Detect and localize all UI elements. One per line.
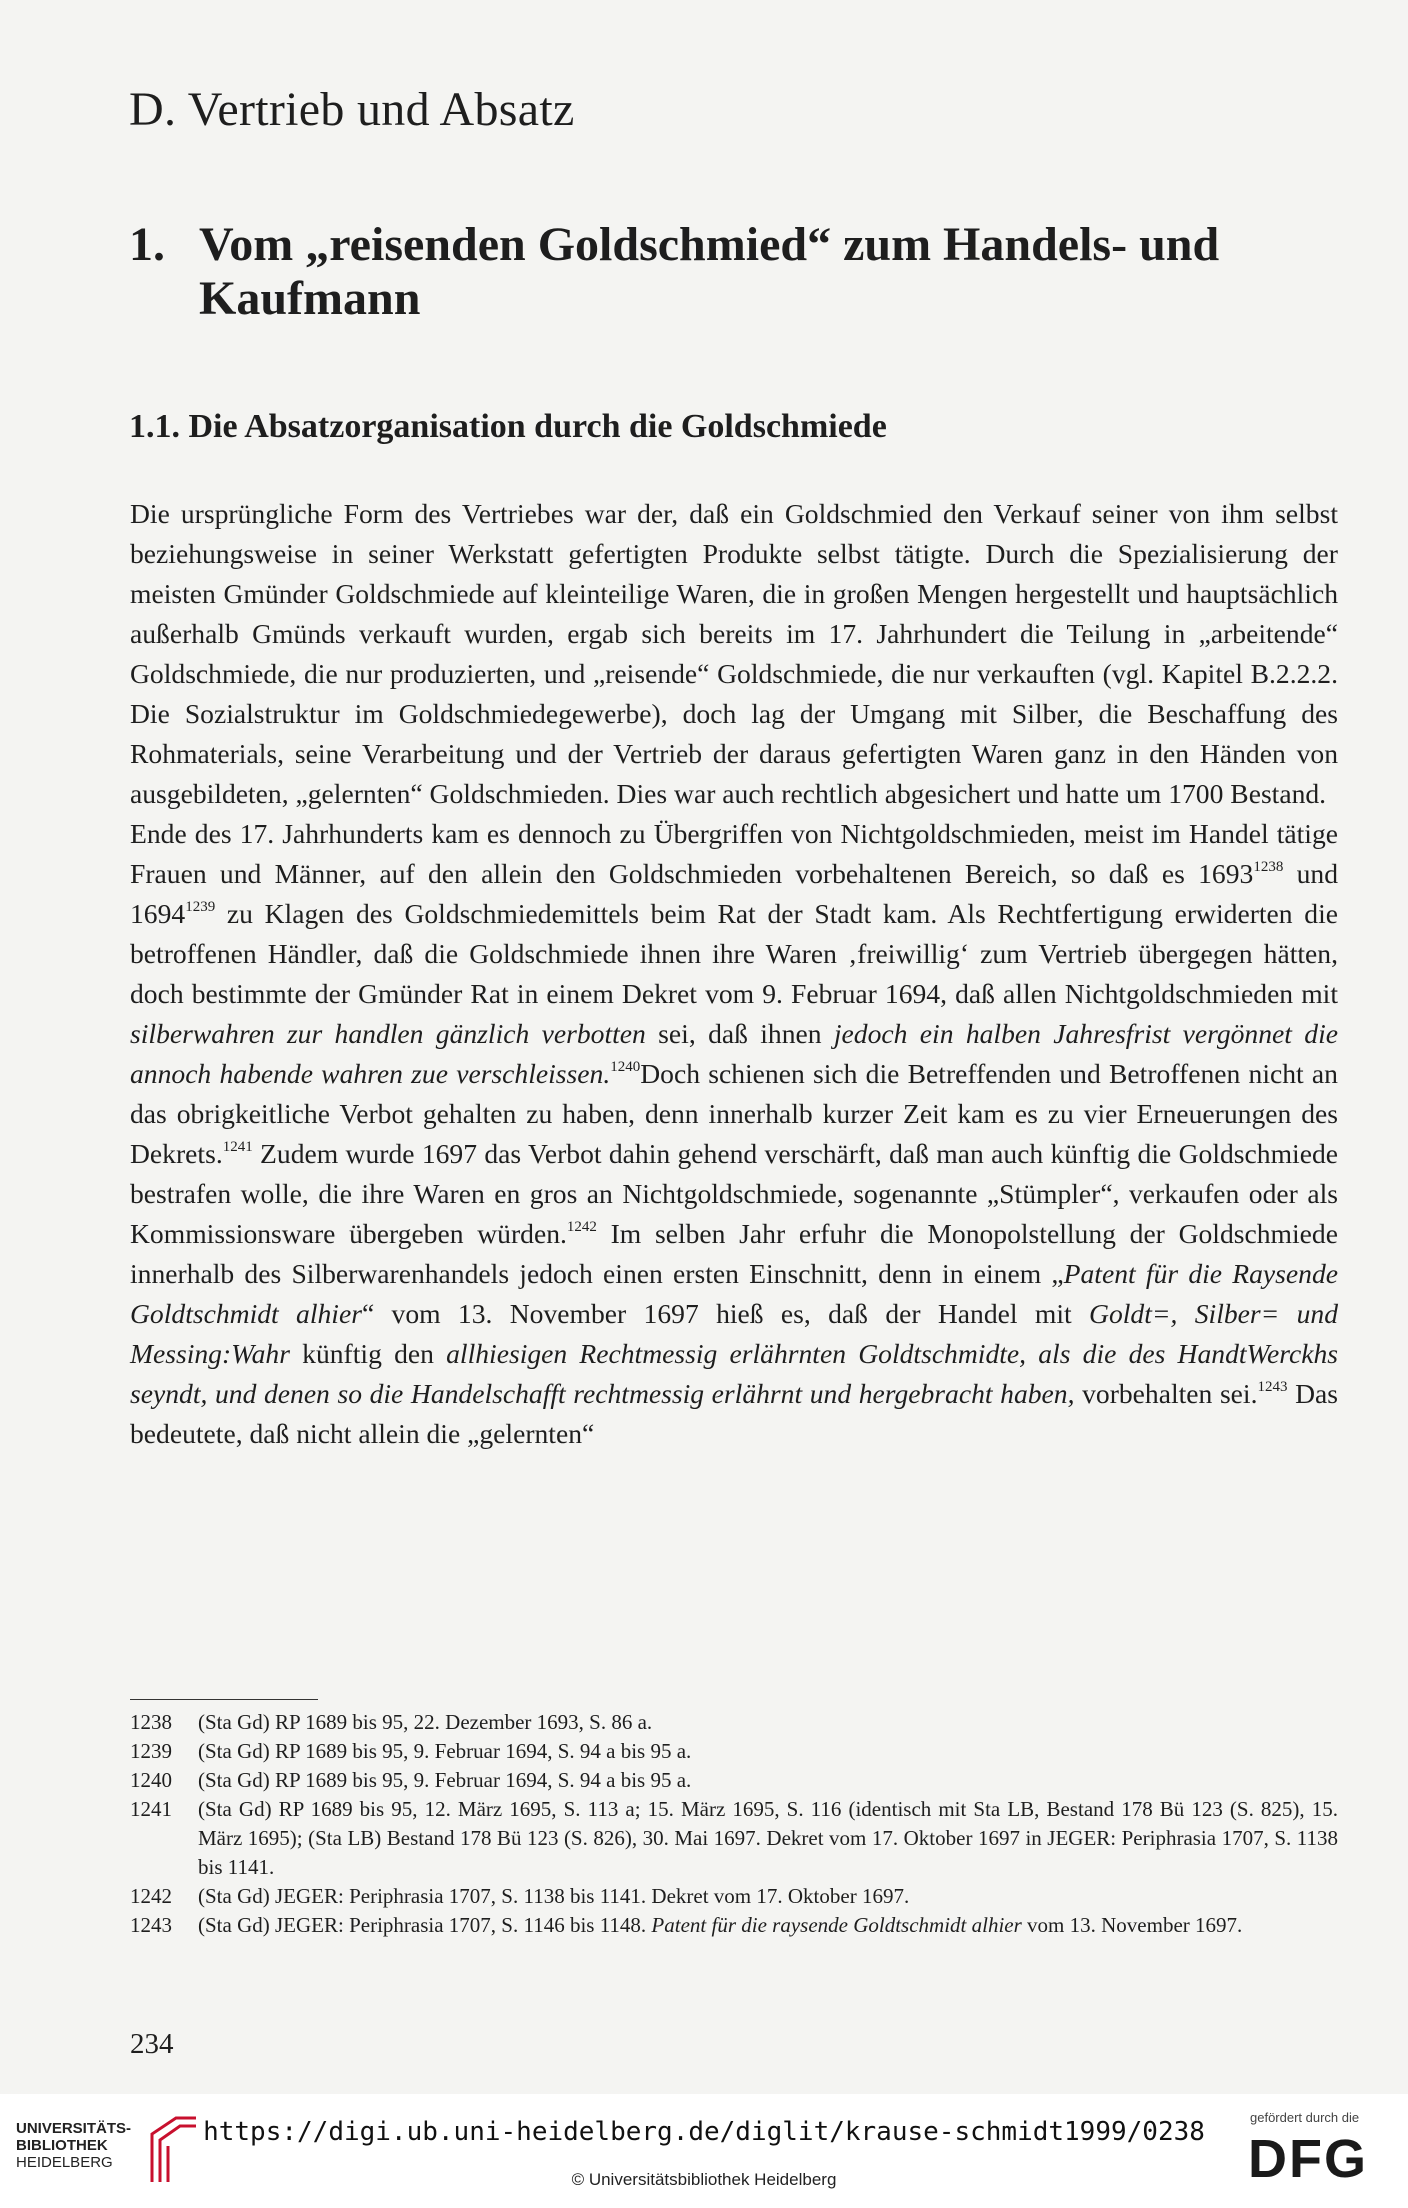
footnote-text: (Sta Gd) JEGER: Periphrasia 1707, S. 1146 bis 1148. Patent für die raysende Goldtschmidt alhier vom 13. November 1697.: [198, 1913, 1243, 1937]
footnote: [130, 1882, 1338, 1911]
chapter-heading: D. Vertrieb und Absatz: [129, 83, 575, 136]
footnote-ref-1238[interactable]: 1238: [1253, 859, 1284, 875]
subsection-heading: 1.1. Die Absatzorganisation durch die Goldschmiede: [129, 408, 887, 445]
quote-italic: silberwahren zur handlen gänzlich verbotten: [130, 1018, 646, 1049]
footnote: [130, 1911, 1338, 1940]
library-name-line3: HEIDELBERG: [16, 2154, 113, 2171]
quote-italic: jedoch ein halben Jahresfrist vergönnet die annoch habende wahren zue verschleissen.: [130, 1018, 1338, 1089]
footnote-number: 1243: [130, 1913, 172, 1937]
footnotes: [130, 1708, 1338, 1940]
footnote-text: (Sta Gd) JEGER: Periphrasia 1707, S. 1138 bis 1141. Dekret vom 17. Oktober 1697.: [198, 1884, 910, 1908]
body-text: [130, 494, 1338, 1454]
funding-note: gefördert durch die: [1250, 2110, 1360, 2125]
library-name-line2: BIBLIOTHEK: [16, 2137, 108, 2154]
quote-italic: Patent für die Raysende Goldtschmidt alhier: [130, 1258, 1338, 1329]
copyright-notice: © Universitätsbibliothek Heidelberg: [571, 2170, 837, 2189]
footnote-ref-1243[interactable]: 1243: [1257, 1379, 1288, 1395]
footnote-divider: [130, 1699, 318, 1700]
quote-italic: allhiesigen Rechtmessig erlährnten Goldtschmidte, als die des HandtWerckhs seyndt, und denen so die Handelschafft rechtmessig erlährnt und hergebracht haben,: [130, 1338, 1338, 1409]
footer-bar: [0, 2094, 1408, 2208]
paragraph-2: Ende des 17. Jahrhunderts kam es dennoch zu Übergriffen von Nichtgoldschmieden, meist im Handel tätige Frauen und Männer, auf den allein den Goldschmieden vorbehaltenen Bereich, so daß es $1693^{1238}$ und $1694^{1239}$ zu Klagen des Goldschmiedemittels beim Rat der Stadt kam. Als Rechtfertigung erwiderten die betroffenen Händler, daß die Goldschmiede ihnen ihre Waren ‚freiwillig‘ zum Vertrieb übergegen hätten, doch bestimmte der Gmünder Rat in einem Dekret vom 9. Februar 1694, daß allen Nichtgoldschmieden mit silberwahren zur handlen gänzlich verbotten sei, daß ihnen jedoch ein halben Jahresfrist vergönnet die annoch habende wahren zue verschleissen.$^{1240}$Doch schienen sich die Betreffenden und Betroffenen nicht an das obrigkeitliche Verbot gehalten zu haben, denn innerhalb kurzer Zeit kam es zu vier Erneuerungen des Dekrets.$^{1241}$ Zudem wurde 1697 das Verbot dahin gehend verschärft, daß man auch künftig die Goldschmiede bestrafen wolle, die ihre Waren en gros an Nichtgoldschmiede, sogenannte „Stümpler“, verkaufen oder als Kommissionsware übergeben würden.$^{1242}$ Im selben Jahr erfuhr die Monopolstellung der Goldschmiede innerhalb des Silberwarenhandels jedoch einen ersten Einschnitt, denn in einem „Patent für die Raysende Goldtschmidt alhier“ vom 13. November 1697 hieß es, daß der Handel mit Goldt=, Silber= und Messing:Wahr künftig den allhiesigen Rechtmessig erlährnten Goldtschmidte, als die des HandtWerckhs seyndt, und denen so die Handelschafft rechtmessig erlährnt und hergebracht haben, vorbehalten sei.$^{1243}$ Das bedeutete, daß nicht allein die „gelernten“: [130, 818, 1339, 1449]
footnote-number: 1239: [130, 1739, 172, 1763]
library-name-line1: UNIVERSITÄTS-: [16, 2120, 132, 2137]
footnote-text: (Sta Gd) RP 1689 bis 95, 22. Dezember 1693, S. 86 a.: [198, 1710, 653, 1734]
footnote-ref-1239[interactable]: 1239: [185, 899, 216, 915]
section-title: Vom „reisenden Goldschmied“ zum Handels- und Kaufmann: [199, 218, 1220, 325]
dfg-logo[interactable]: DFG: [1248, 2129, 1368, 2189]
page-number: 234: [130, 2028, 174, 2060]
section-number: 1.: [129, 218, 165, 271]
footnote: [130, 1737, 1338, 1766]
footnote-number: 1238: [130, 1710, 172, 1734]
source-url-link[interactable]: https://digi.ub.uni-heidelberg.de/diglit/krause-schmidt1999/0238: [203, 2117, 1205, 2147]
footnote-ref-1240[interactable]: 1240: [610, 1059, 641, 1075]
footnote-number: 1240: [130, 1768, 172, 1792]
footnote-text: (Sta Gd) RP 1689 bis 95, 9. Februar 1694, S. 94 a bis 95 a.: [198, 1739, 692, 1763]
footnote-ref-1241[interactable]: 1241: [222, 1139, 253, 1155]
footnote-ref-1242[interactable]: 1242: [566, 1219, 597, 1235]
footnote-text: (Sta Gd) RP 1689 bis 95, 9. Februar 1694, S. 94 a bis 95 a.: [198, 1768, 692, 1792]
footnote: [130, 1766, 1338, 1795]
footnote-number: 1242: [130, 1884, 172, 1908]
quote-italic: Goldt=, Silber= und Messing:Wahr: [130, 1298, 1338, 1369]
footnote-number: 1241: [130, 1797, 172, 1821]
section-heading: [129, 218, 1349, 326]
paragraph-1: Die ursprüngliche Form des Vertriebes war der, daß ein Goldschmied den Verkauf seiner von ihm selbst beziehungsweise in seiner Werkstatt gefertigten Produkte selbst tätigte. Durch die Spezialisierung der meisten Gmünder Goldschmiede auf kleinteilige Waren, die in großen Mengen hergestellt und hauptsächlich außerhalb Gmünds verkauft wurden, ergab sich bereits im 17. Jahrhundert die Teilung in „arbeitende“ Goldschmiede, die nur produzierten, und „reisende“ Goldschmiede, die nur verkauften (vgl. Kapitel B.2.2.2. Die Sozialstruktur im Goldschmiedegewerbe), doch lag der Umgang mit Silber, die Beschaffung des Rohmaterials, seine Verarbeitung und der Vertrieb der daraus gefertigten Waren ganz in den Händen von ausgebildeten, „gelernten“ Goldschmieden. Dies war auch rechtlich abgesichert und hatte um 1700 Bestand.: [130, 498, 1338, 809]
footnote: [130, 1795, 1338, 1882]
footnote-text: (Sta Gd) RP 1689 bis 95, 12. März 1695, S. 113 a; 15. März 1695, S. 116 (identisch mit Sta LB, Bestand 178 Bü 123 (S. 825), 15. März 1695); (Sta LB) Bestand 178 Bü 123 (S. 826), 30. Mai 1697. Dekret vom 17. Oktober 1697 in JEGER: Periphrasia 1707, S. 1138 bis 1141.: [198, 1797, 1338, 1879]
footnote: [130, 1708, 1338, 1737]
